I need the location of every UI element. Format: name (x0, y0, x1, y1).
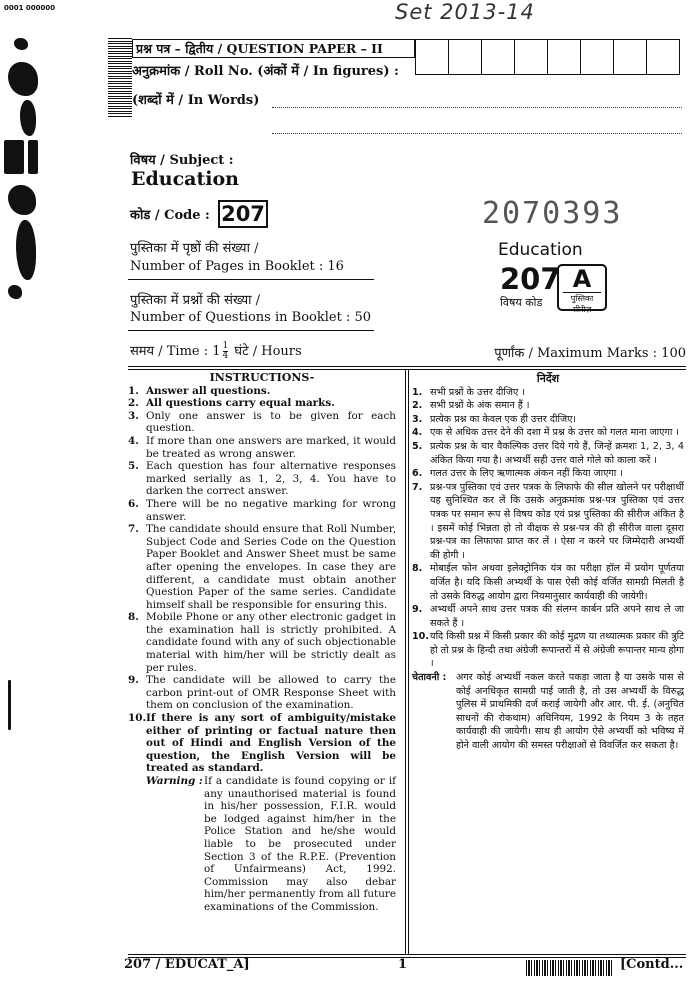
instruction-number: 4. (412, 427, 423, 439)
instruction-number: 8. (412, 563, 423, 575)
instruction-number: 2. (412, 400, 423, 412)
code-label: कोड / Code : (130, 208, 210, 223)
instruction-item (412, 386, 684, 400)
instruction-item (128, 385, 396, 398)
footer-code: 207 / EDUCAT_A] (124, 957, 250, 972)
instruction-text: प्रत्येक प्रश्न के चार वैकल्पिक उत्तर दिये गये हैं, जिन्हें क्रमशः 1, 2, 3, 4 अंकित किया गया है। अभ्यर्थी सही उत्तर वाले गोले को काला करें । (430, 440, 684, 466)
instruction-number: 5. (128, 460, 139, 473)
series-box (557, 264, 607, 314)
instruction-number: 10. (412, 631, 429, 643)
subject-value: Education (131, 168, 239, 190)
instruction-text: Only one answer is to be given for each question. (146, 409, 396, 435)
top-mark: 0001 000000 (4, 4, 56, 12)
subject-code-big: 207 (500, 262, 561, 296)
warning-text-hindi: अगर कोई अभ्यर्थी नकल करते पकड़ा जाता है या उसके पास से कोई अनधिकृत सामग्री पाई जाती है, तो उस अभ्यर्थी के विरुद्ध पुलिस में प्राथमिकी दर्ज कराई जायेगी और आर. पी. ई. (अनुचित साधनों की रोकथाम) अधिनियम, 1992 के नियम 3 के तहत कार्यवाही की जायेगी। साथ ही आयोग ऐसे अभ्यर्थी को भविष्य में होने वाली आयोग की समस्त परीक्षाओं से विवर्जित कर सकता है। (456, 672, 684, 752)
pages-label-english: Number of Pages in Booklet : 16 (130, 259, 344, 274)
subject-right: Education (498, 240, 583, 260)
instruction-number: 9. (128, 674, 139, 687)
instruction-text: प्रत्येक प्रश्न का केवल एक ही उत्तर दीजिए। (430, 413, 577, 425)
instruction-text: एक से अधिक उत्तर देने की दशा में प्रश्न के उत्तर को गलत माना जाएगा । (430, 427, 680, 439)
maximum-marks: पूर्णांक / Maximum Marks : 100 (494, 346, 686, 361)
instruction-item (128, 410, 396, 435)
instruction-item (128, 712, 396, 775)
instruction-number: 5. (412, 440, 423, 452)
instruction-text: यदि किसी प्रश्न में किसी प्रकार की कोई मुद्रण या तथ्यात्मक प्रकार की त्रुटि हो तो प्रश्न के हिन्दी तथा अंग्रेजी रूपान्तरों में से अंग्रेजी रूपान्तर मान्य होगा । (430, 631, 684, 670)
in-words-label: (शब्दों में / In Words) (132, 93, 260, 108)
instruction-item (412, 440, 684, 467)
instruction-number: 1. (128, 384, 139, 397)
questions-label-english: Number of Questions in Booklet : 50 (130, 310, 371, 325)
warning-block-hindi (412, 671, 684, 753)
instruction-text: All questions carry equal marks. (146, 397, 335, 410)
instruction-item (412, 467, 684, 481)
in-words-field-line-2[interactable] (272, 133, 682, 134)
instruction-number: 8. (128, 611, 139, 624)
instruction-item (128, 674, 396, 712)
time-fraction: $\frac{1}{4}$ (222, 341, 229, 361)
instruction-item (412, 630, 684, 671)
instruction-text: The candidate should ensure that Roll Number, Subject Code and Series Code on the Question Paper Booklet and Answer Sheet must be same after opening the envelopes. In case they are different, a candidate must obtain another Question Paper of the same series. Candidate himself shall be responsible for ensuring this. (146, 523, 396, 611)
instruction-text: If more than one answers are marked, it would be treated as wrong answer. (146, 434, 396, 460)
time-prefix: समय / Time : 1 (130, 344, 221, 359)
instruction-text: If there is any sort of ambiguity/mistake either of printing or factual nature then out of Hindi and English Version of the question, the English Version will be treated as standard. (146, 712, 396, 775)
continued-label: [Contd... (620, 957, 684, 972)
series-caption: पुस्तिका सीरीज़ (563, 292, 601, 315)
questions-label-hindi: पुस्तिका में प्रश्नों की संख्या / (130, 293, 260, 308)
instruction-item (128, 498, 396, 523)
instruction-text: गलत उत्तर के लिए ऋणात्मक अंकन नहीं किया जाएगा । (430, 468, 623, 480)
instructions-english (128, 372, 396, 914)
time-label (130, 341, 302, 361)
instructions-list (128, 385, 396, 775)
instruction-text: The candidate will be allowed to carry the carbon print-out of OMR Response Sheet with them on conclusion of the examination. (146, 674, 396, 712)
instruction-text: Mobile Phone or any other electronic gadget in the examination hall is strictly prohibited. A candidate found with any of such objectionable material with him/her will be strictly dealt as per rules. (146, 611, 396, 674)
instruction-number: 9. (412, 604, 423, 616)
roll-number-label: अनुक्रमांक / Roll No. (अंकों में / In figures) : (132, 64, 399, 79)
pages-label-hindi: पुस्तिका में पृष्ठों की संख्या / (130, 241, 259, 256)
side-barcode (108, 38, 132, 118)
time-suffix: घंटे / Hours (234, 344, 302, 359)
divider (128, 330, 374, 331)
instruction-number: 7. (128, 523, 139, 536)
serial-number: 2070393 (482, 196, 623, 231)
instruction-text: Answer all questions. (146, 384, 271, 397)
bottom-barcode (526, 960, 612, 976)
instruction-item (412, 562, 684, 603)
instruction-item (412, 413, 684, 427)
instruction-number: 10. (128, 712, 147, 725)
warning-label-hindi: चेतावनी : (412, 672, 447, 684)
instructions-hindi (412, 372, 684, 753)
instruction-number: 4. (128, 434, 139, 447)
instruction-number: 6. (128, 497, 139, 510)
instruction-item (128, 523, 396, 611)
instruction-text: प्रश्न-पत्र पुस्तिका एवं उत्तर पत्रक के लिफाफे की सील खोलने पर परीक्षार्थी यह सुनिश्चित कर लें कि उसके अनुक्रमांक प्रश्न-पत्र पुस्तिका एवं उत्तर पत्रक पर समान रूप से विषय कोड एवं प्रश्न पुस्तिका की सीरीज अंकित है । इसमें कोई भिन्नता हो तो वीक्षक से प्रश्न-पत्र की ही सीरीज वाला दूसरा प्रश्न-पत्र का लिफाफा प्राप्त कर लें । ऐसा न करने पर जिम्मेदारी अभ्यर्थी की होगी । (430, 481, 684, 561)
instruction-number: 3. (128, 409, 139, 422)
divider (128, 279, 374, 280)
subject-code-caption: विषय कोड (500, 296, 543, 309)
instruction-number: 7. (412, 481, 423, 493)
instruction-item (412, 399, 684, 413)
subject-label: विषय / Subject : (130, 153, 234, 168)
warning-label: Warning : (146, 775, 203, 787)
instruction-number: 3. (412, 413, 423, 425)
instruction-item (412, 481, 684, 563)
handwritten-note: Set 2013-14 (395, 0, 535, 24)
instruction-text: अभ्यर्थी अपने साथ उत्तर पत्रक की संलग्न कार्बन प्रति अपने साथ ले जा सकते हैं । (430, 604, 684, 629)
instructions-title: INSTRUCTIONS- (209, 371, 315, 384)
instruction-item (412, 426, 684, 440)
roll-number-boxes[interactable] (415, 39, 680, 75)
instruction-number: 2. (128, 397, 139, 410)
instruction-text: Each question has four alternative responses marked serially as 1, 2, 3, 4. You have to darken the correct answer. (146, 460, 396, 498)
instruction-item (128, 460, 396, 498)
code-value: 207 (218, 200, 268, 228)
instruction-item (128, 435, 396, 460)
question-paper-label: प्रश्न पत्र – द्वितीय / QUESTION PAPER – II (132, 39, 415, 58)
instruction-number: 1. (412, 386, 423, 398)
instruction-item (128, 397, 396, 410)
instructions-title-hindi: निर्देश (536, 372, 560, 385)
instruction-item (128, 611, 396, 674)
instruction-text: मोबाईल फोन अथवा इलेक्ट्रोनिक यंत्र का परीक्षा हॉल में प्रयोग पूर्णतया वर्जित है। यदि किसी अभ्यर्थी के पास ऐसी कोई वर्जित सामग्री मिलती है तो उसके विरुद्ध आयोग द्वारा नियमानुसार कार्यवाही की जायेगी। (430, 563, 684, 602)
instruction-text: There will be no negative marking for wrong answer. (146, 497, 396, 523)
series-letter: A (572, 265, 592, 293)
instruction-text: सभी प्रश्नों के उत्तर दीजिए । (430, 386, 525, 398)
page-number: 1 (398, 957, 408, 972)
instructions-list-hindi (412, 386, 684, 671)
instruction-item (412, 603, 684, 630)
in-words-field[interactable] (272, 107, 682, 108)
warning-block (128, 775, 396, 914)
instruction-text: सभी प्रश्नों के अंक समान हैं । (430, 400, 530, 412)
warning-text: If a candidate is found copying or if any unauthorised material is found in his/her possession, F.I.R. would be lodged against him/her in the Police Station and he/she would liable to be prosecuted under Section 3 of the R.P.E. (Prevention of Unfairmeans) Act, 1992. Commission may also debar him/her permanently from all future examinations of the Commission. (204, 775, 396, 913)
column-divider (405, 370, 409, 955)
instruction-number: 6. (412, 468, 423, 480)
